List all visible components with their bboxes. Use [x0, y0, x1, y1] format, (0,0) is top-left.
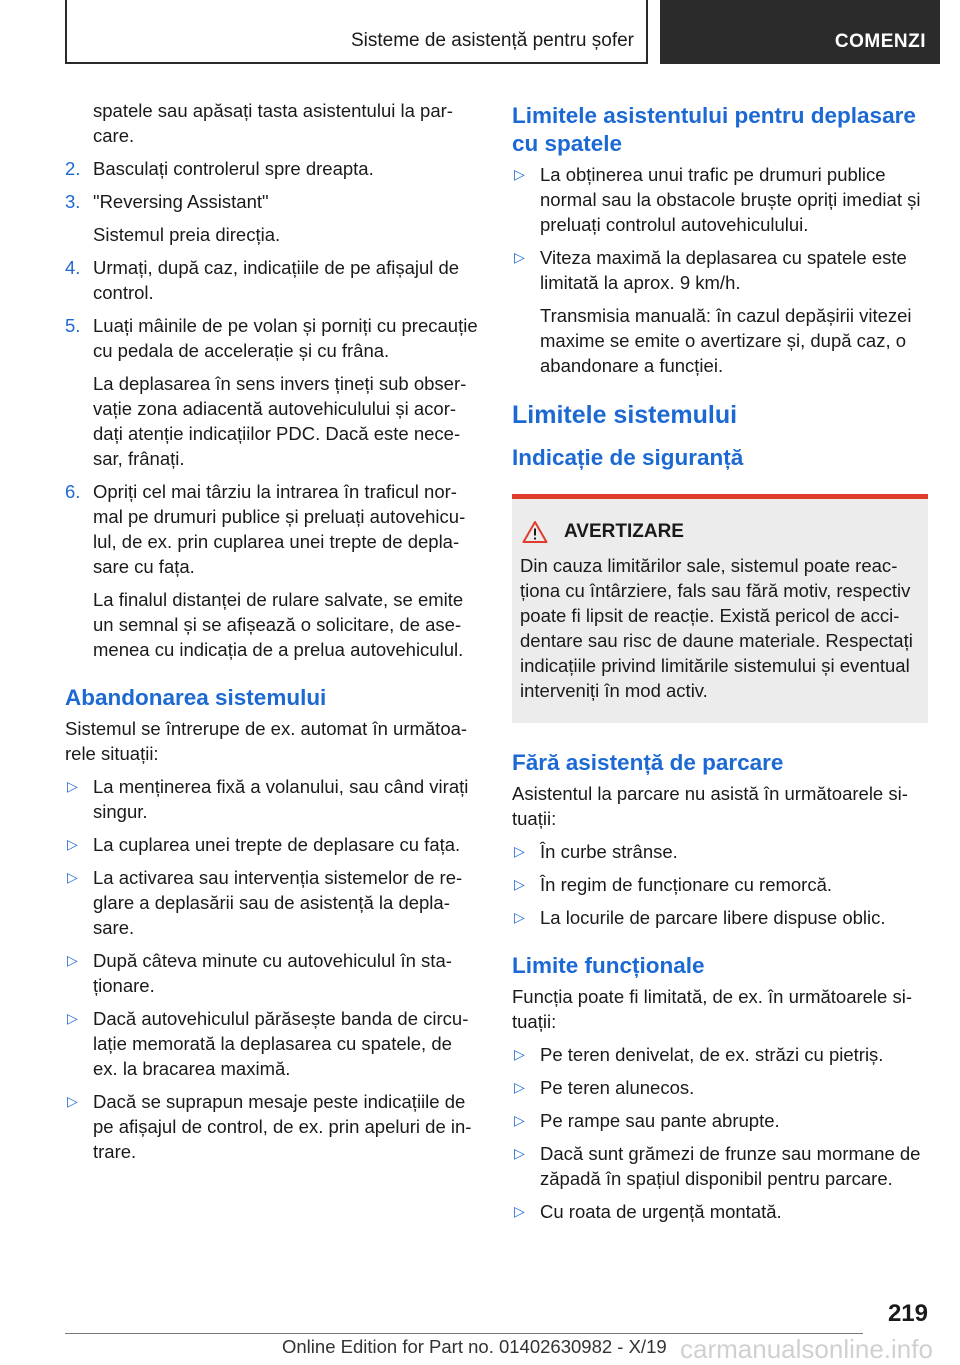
bullet-text: La locurile de parcare libere dispuse oblic.: [540, 907, 886, 928]
bullet-triangle-icon: ▷: [67, 1010, 78, 1026]
chapter-tab[interactable]: [660, 0, 940, 64]
limits-list: [512, 162, 928, 378]
bullet-triangle-icon: ▷: [514, 1079, 525, 1095]
no-assist-heading: Fără asistență de parcare: [512, 750, 784, 775]
bullet-item: [512, 162, 928, 237]
bullet-text: După câteva minute cu autovehiculul în staționare.: [93, 950, 452, 996]
bullet-item: [512, 905, 928, 930]
bullet-text: La activarea sau intervenția sistemelor de reglare a deplasării sau de asistență la deplasare.: [93, 867, 463, 938]
no-assist-intro: Asistentul la parcare nu asistă în următoarele situații:: [512, 783, 908, 829]
right-column: [512, 98, 928, 1232]
bullet-triangle-icon: ▷: [514, 909, 525, 925]
bullet-text: La obținerea unui trafic pe drumuri publice normal sau la obstacole bruște opriți imediat și preluați controlul autovehiculului.: [540, 164, 921, 235]
bullet-triangle-icon: ▷: [514, 249, 525, 265]
chapter-tab-label: COMENZI: [834, 31, 926, 52]
bullet-text: În regim de funcționare cu remorcă.: [540, 874, 833, 895]
bullet-triangle-icon: ▷: [514, 1203, 525, 1219]
intro-text: spatele sau apăsați tasta asistentului la parcare.: [93, 100, 453, 146]
step-item: [65, 479, 478, 579]
bullet-item: [512, 1141, 928, 1191]
bullet-triangle-icon: ▷: [67, 1093, 78, 1109]
bullet-text: Cu roata de urgență montată.: [540, 1201, 782, 1222]
bullet-text: La menținerea fixă a volanului, sau când virați singur.: [93, 776, 469, 822]
step-text: Opriți cel mai târziu la intrarea în traficul normal pe drumuri publice și preluați autovehiculul, de ex. prin cuplarea unei trepte de deplasare cu fața.: [93, 481, 466, 577]
abandon-list: [65, 774, 478, 1164]
bullet-item: [65, 865, 478, 940]
bullet-item: [512, 839, 928, 864]
bullet-triangle-icon: ▷: [514, 166, 525, 182]
bullet-text: Pe teren denivelat, de ex. străzi cu pietriș.: [540, 1044, 884, 1065]
limits-heading: Limitele asistentului pentru deplasare cu spatele: [512, 103, 916, 156]
step-text: "Reversing Assistant": [93, 191, 269, 212]
footer-watermark: carmanualsonline.info: [680, 1334, 933, 1364]
warning-header: [520, 519, 920, 545]
bullet-item: [65, 948, 478, 998]
step-note: Sistemul preia direcția.: [93, 224, 281, 245]
system-limits-heading: Limitele sistemului: [512, 401, 738, 429]
bullet-triangle-icon: ▷: [514, 1046, 525, 1062]
bullet-item: [65, 832, 478, 857]
bullet-triangle-icon: ▷: [514, 1145, 525, 1161]
step-note: La deplasarea în sens invers țineți sub observație zona adiacentă autovehiculului și acordați atenție indicațiilor PDC. Dacă este necesar, frânați.: [93, 373, 467, 469]
bullet-text: Dacă sunt grămezi de frunze sau mormane de zăpadă în spațiul disponibil pentru parcare.: [540, 1143, 921, 1189]
bullet-triangle-icon: ▷: [67, 952, 78, 968]
bullet-text: Dacă autovehiculul părăsește banda de circulație memorată la deplasarea cu spatele, de ex. la bracarea maximă.: [93, 1008, 469, 1079]
step-number: 4.: [65, 257, 81, 278]
step-number: 6.: [65, 481, 81, 502]
step-text: Urmați, după caz, indicațiile de pe afișajul de control.: [93, 257, 460, 303]
bullet-note: Transmisia manuală: în cazul depășirii vitezei maxime se emite o avertizare și, după caz, o abandonare a funcției.: [540, 305, 912, 376]
bullet-text: Pe rampe sau pante abrupte.: [540, 1110, 780, 1131]
step-number: 2.: [65, 158, 81, 179]
bullet-item: [512, 1075, 928, 1100]
bullet-triangle-icon: ▷: [67, 869, 78, 885]
left-column: [65, 98, 478, 1172]
step-number: 5.: [65, 315, 81, 336]
page-number: 219: [887, 1300, 928, 1327]
page-header: [0, 0, 960, 66]
step-item: [65, 313, 478, 363]
step-item: [65, 255, 478, 305]
bullet-item: [512, 245, 928, 295]
bullet-text: Dacă se suprapun mesaje peste indicațiile de pe afișajul de control, de ex. prin apeluri de intrare.: [93, 1091, 472, 1162]
func-heading: Limite funcționale: [512, 953, 705, 978]
warning-box: [512, 494, 928, 723]
warning-title: AVERTIZARE: [564, 521, 684, 542]
bullet-text: La cuplarea unei trepte de deplasare cu fața.: [93, 834, 461, 855]
steps-list: [65, 156, 478, 662]
bullet-text: În curbe strânse.: [540, 841, 678, 862]
section-title: Sisteme de asistență pentru șofer: [350, 30, 634, 51]
func-intro: Funcția poate fi limitată, de ex. în următoarele situații:: [512, 986, 913, 1032]
bullet-item: [65, 774, 478, 824]
step-number: 3.: [65, 191, 81, 212]
bullet-triangle-icon: ▷: [514, 1112, 525, 1128]
bullet-text: Viteza maximă la deplasarea cu spatele este limitată la aprox. 9 km/h.: [540, 247, 907, 293]
bullet-item: [65, 1006, 478, 1081]
step-text: Basculați controlerul spre dreapta.: [93, 158, 374, 179]
abandon-heading: Abandonarea sistemului: [65, 685, 327, 710]
bullet-triangle-icon: ▷: [67, 836, 78, 852]
bullet-text: Pe teren alunecos.: [540, 1077, 695, 1098]
bullet-item: [512, 872, 928, 897]
safety-heading: Indicație de siguranță: [512, 445, 744, 470]
no-assist-list: [512, 839, 928, 930]
bullet-item: [512, 1199, 928, 1224]
bullet-item: [512, 1108, 928, 1133]
bullet-triangle-icon: ▷: [514, 876, 525, 892]
bullet-triangle-icon: ▷: [67, 778, 78, 794]
step-item: [65, 156, 478, 181]
warning-text: Din cauza limitărilor sale, sistemul poate reacționa cu întârziere, fals sau fără motiv, respectiv poate fi lipsit de reacție. Există pericol de accidentare sau risc de daune materiale. Respectați indicațiile privind limitările sistemului și eventual interveniți în mod activ.: [520, 555, 913, 701]
bullet-item: [512, 1042, 928, 1067]
bullet-triangle-icon: ▷: [514, 843, 525, 859]
bullet-item: [65, 1089, 478, 1164]
step-item: [65, 189, 478, 214]
abandon-intro: Sistemul se întrerupe de ex. automat în următoarele situații:: [65, 718, 468, 764]
footer-text: Online Edition for Part no. 01402630982 - X/19: [282, 1336, 667, 1357]
func-list: [512, 1042, 928, 1224]
step-note: La finalul distanței de rulare salvate, se emite un semnal și se afișează o solicitare, de asemenea cu indicația de a prelua autovehiculul.: [93, 589, 464, 660]
step-text: Luați mâinile de pe volan și porniți cu precauție cu pedala de accelerație și cu frâna.: [93, 315, 478, 361]
section-title-box: [65, 0, 648, 64]
warning-triangle-icon: [522, 520, 548, 544]
